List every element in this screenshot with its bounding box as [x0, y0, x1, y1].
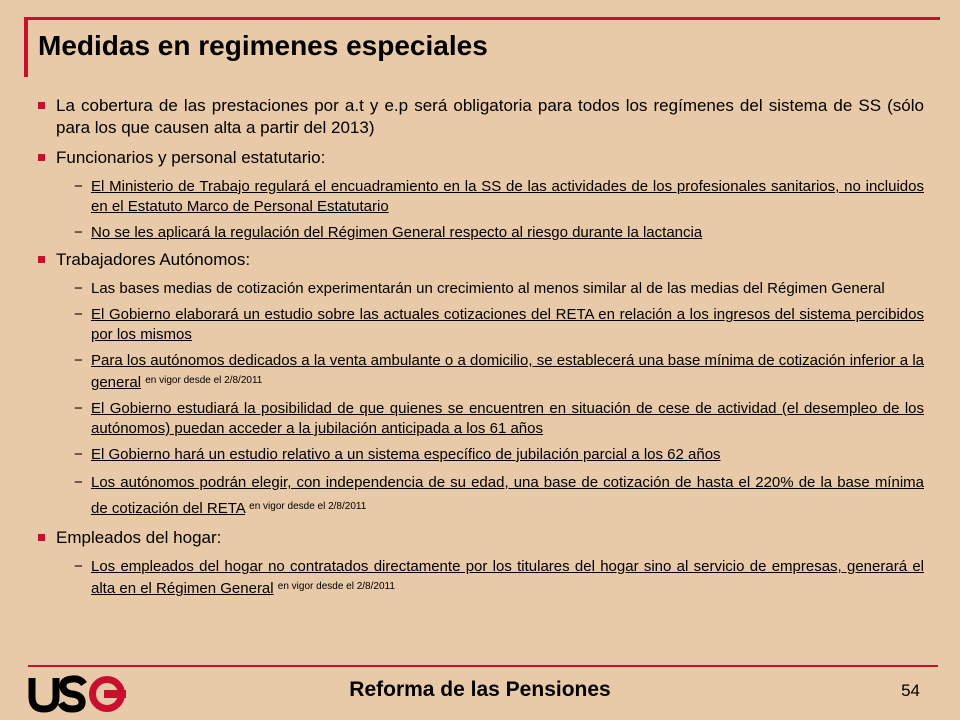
bullet-autonomos — [38, 249, 924, 271]
bullet-text: Empleados del hogar: — [56, 528, 222, 547]
bullet-text: Funcionarios y personal estatutario: — [56, 148, 326, 167]
effective-date-note: en vigor desde el 2/8/2011 — [145, 375, 263, 386]
bottom-rule — [28, 665, 938, 667]
sub-bullet-text: Los empleados del hogar no contratados directamente por los titulares del hogar sino al servicio de empresas, generará el alta en el Régimen General — [91, 558, 924, 597]
sub-bullet — [74, 471, 924, 521]
sub-bullet-text: Las bases medias de cotización experimentarán un crecimiento al menos similar al de las medias del Régimen General — [91, 280, 885, 297]
sub-bullet-text: El Ministerio de Trabajo regulará el encuadramiento en la SS de las actividades de los profesionales sanitarios, no incluidos en el Estatuto Marco de Personal Estatutario — [91, 178, 924, 215]
sub-bullet — [74, 557, 924, 599]
sub-bullet — [74, 445, 924, 465]
sub-bullet-text: El Gobierno hará un estudio relativo a un sistema específico de jubilación parcial a los 62 años — [91, 446, 721, 463]
slide-content — [38, 95, 924, 605]
sub-bullet-text: No se les aplicará la regulación del Régimen General respecto al riesgo durante la lactancia — [91, 224, 703, 241]
title-bracket — [24, 17, 28, 77]
bullet-cobertura — [38, 95, 924, 139]
bullet-empleados-hogar — [38, 527, 924, 549]
effective-date-note: en vigor desde el 2/8/2011 — [277, 581, 395, 592]
sub-bullet — [74, 177, 924, 217]
bullet-text: Trabajadores Autónomos: — [56, 250, 251, 269]
slide-title: Medidas en regimenes especiales — [38, 30, 488, 61]
top-rule — [28, 17, 940, 20]
sub-bullet — [74, 305, 924, 345]
sub-bullet-text: El Gobierno estudiará la posibilidad de que quienes se encuentren en situación de cese de actividad (el desempleo de los autónomos) puedan acceder a la jubilación anticipada a los 61 años — [91, 400, 924, 437]
sub-bullet-text: El Gobierno elaborará un estudio sobre las actuales cotizaciones del RETA en relación a los ingresos del sistema percibidos por los mismos — [91, 306, 924, 343]
sub-bullet — [74, 399, 924, 439]
sub-bullet-text: Los autónomos podrán elegir, con independencia de su edad, una base de cotización de hasta el 220% de la base mínima de cotización del RETA — [91, 474, 924, 517]
sub-bullet-text: Para los autónomos dedicados a la venta ambulante o a domicilio, se establecerá una base mínima de cotización inferior a la general — [91, 352, 924, 391]
bullet-text: La cobertura de las prestaciones por a.t y e.p será obligatoria para todos los regímenes del sistema de SS (sólo para los que causen alta a partir del 2013) — [56, 96, 924, 137]
sub-bullet — [74, 223, 924, 243]
bullet-funcionarios — [38, 147, 924, 169]
sub-bullet — [74, 279, 924, 299]
page-number: 54 — [901, 681, 920, 700]
effective-date-note: en vigor desde el 2/8/2011 — [249, 501, 367, 512]
footer-title: Reforma de las Pensiones — [349, 678, 611, 701]
sub-bullet — [74, 351, 924, 393]
